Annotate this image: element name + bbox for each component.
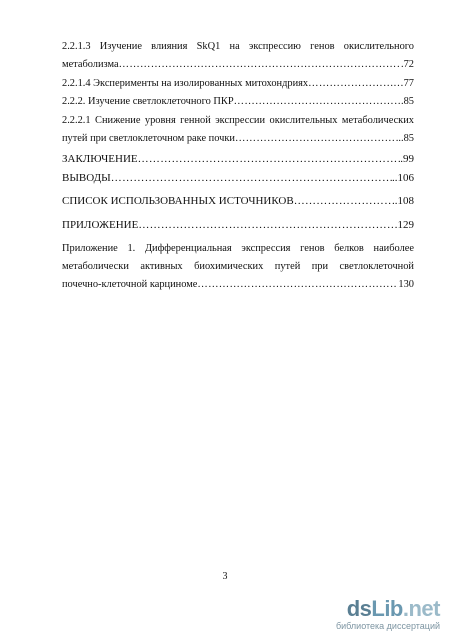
toc-entry-leader-line [62, 169, 414, 188]
toc-entry-leader-line [62, 130, 414, 148]
dot-leader [119, 56, 401, 74]
toc-entry-leader-line [62, 93, 414, 111]
toc-entry[interactable] [62, 240, 414, 295]
toc-entry[interactable] [62, 169, 414, 188]
toc-entry[interactable] [62, 75, 414, 93]
toc-page-number: .85 [401, 96, 414, 107]
toc-entry[interactable] [62, 216, 414, 235]
toc-page-number: 129 [397, 219, 414, 231]
toc-entry-leader-line [62, 56, 414, 74]
toc-entry-line: Приложение 1. Дифференциальная экспрессия генов белков наиболее [62, 243, 414, 254]
toc-entry[interactable] [62, 38, 414, 74]
dot-leader [197, 276, 398, 294]
toc-entry-leader-line [62, 150, 414, 169]
toc-entry-leader-line [62, 276, 414, 294]
toc-entry-title: ЗАКЛЮЧЕНИЕ [62, 153, 138, 165]
toc-page-number: …77 [393, 78, 414, 89]
dot-leader [294, 192, 392, 211]
toc-entry-line: 2.2.2.1 Снижение уровня генной экспрессии окислительных метаболических [62, 115, 414, 126]
toc-entry-title: ВЫВОДЫ [62, 172, 111, 184]
toc-page-number: ..106 [392, 172, 414, 184]
toc-entry[interactable] [62, 192, 414, 211]
dot-leader [138, 150, 401, 169]
watermark-wordmark: dsLib.net [346, 596, 440, 621]
watermark-logo [336, 598, 440, 631]
toc-page-number: .72 [401, 59, 414, 71]
toc-entry[interactable] [62, 93, 414, 111]
dot-leader [235, 130, 398, 148]
toc-page-number: ..108 [392, 195, 414, 207]
toc-page-number: ..85 [398, 133, 414, 145]
toc-entry[interactable] [62, 150, 414, 169]
toc-entry-title: СПИСОК ИСПОЛЬЗОВАННЫХ ИСТОЧНИКОВ [62, 195, 294, 207]
toc-entry[interactable] [62, 112, 414, 148]
dot-leader [234, 93, 401, 111]
toc-page-number: .99 [400, 153, 414, 165]
dot-leader [308, 75, 393, 93]
toc-entry-tail: путей при светлоклеточном раке почки [62, 133, 235, 145]
toc-entry-tail: метаболизма [62, 59, 119, 71]
toc-entry-leader-line [62, 75, 414, 93]
toc-entry-title: 2.2.1.4 Эксперименты на изолированных митохондриях [62, 78, 309, 89]
dot-leader [138, 216, 397, 235]
toc-entry-tail: почечно-клеточной карциноме [62, 279, 198, 291]
watermark-caption: библиотека диссертаций [335, 621, 440, 631]
toc-entry-leader-line [62, 192, 414, 211]
toc-entry-title: ПРИЛОЖЕНИЕ [62, 219, 139, 231]
toc-entry-line: метаболически активных биохимических путей при светлоклеточной [62, 261, 414, 273]
page-number: 3 [222, 571, 228, 582]
dot-leader [111, 169, 392, 188]
toc-entry-title: 2.2.2. Изучение светлоклеточного ПКР [62, 96, 234, 107]
toc-page-number: 130 [398, 279, 414, 291]
toc-entry-leader-line [62, 216, 414, 235]
toc-entry-line: 2.2.1.3 Изучение влияния SkQ1 на экспрессию генов окислительного [62, 41, 414, 52]
